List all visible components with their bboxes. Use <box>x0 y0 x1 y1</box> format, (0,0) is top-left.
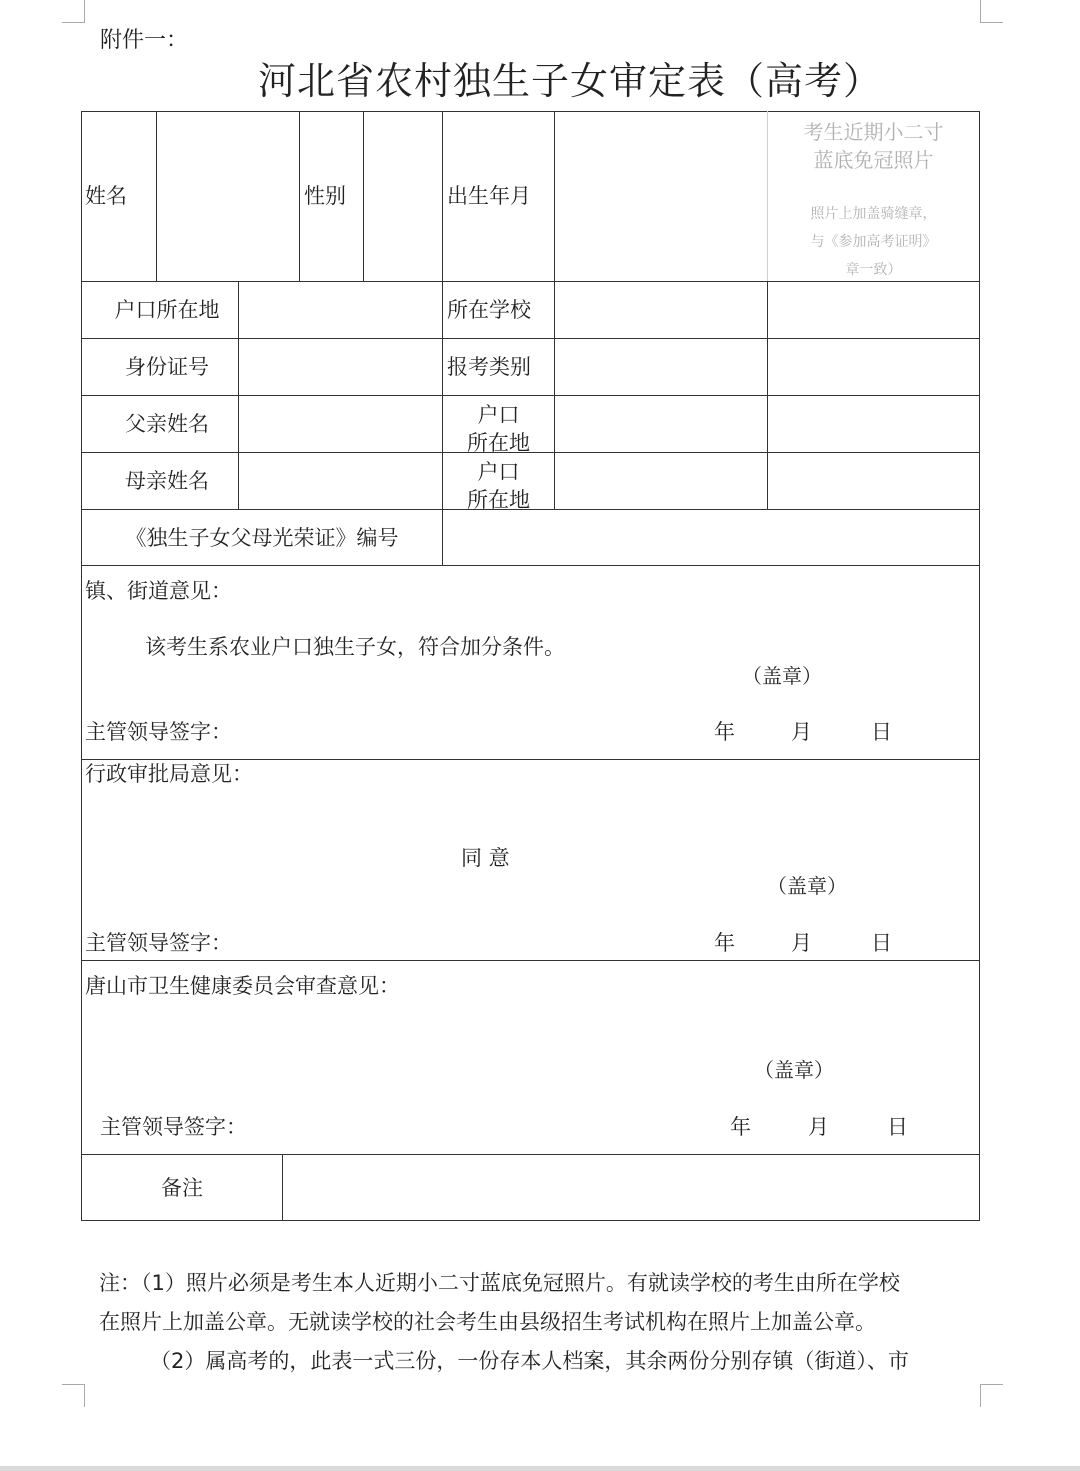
mother-hukou-label <box>443 453 554 512</box>
town-seal-label: （盖章） <box>742 664 822 688</box>
note-line-3: （2）属高考的，此表一式三份，一份存本人档案，其余两份分别存镇（街道）、市 <box>150 1349 909 1373</box>
crop-mark-top-left <box>62 0 85 23</box>
photo-instruction-line2: 蓝底免冠照片 <box>813 148 934 172</box>
admin-opinion-heading: 行政审批局意见： <box>85 762 253 786</box>
admin-opinion-text: 同 意 <box>461 846 510 870</box>
town-signature-field[interactable] <box>240 716 660 750</box>
name-label: 姓名 <box>85 184 127 208</box>
honor-certificate-label: 《独生子女父母光荣证》编号 <box>125 525 399 550</box>
father-extra-field[interactable] <box>768 396 979 452</box>
health-date-year: 年 <box>730 1115 751 1139</box>
gender-field[interactable] <box>364 112 442 281</box>
town-date-year: 年 <box>714 720 735 744</box>
health-date-month: 月 <box>808 1115 829 1139</box>
father-name-field[interactable] <box>239 396 442 452</box>
admin-signature-field[interactable] <box>240 926 660 960</box>
table-border-left <box>81 111 82 1221</box>
father-name-label: 父亲姓名 <box>125 412 209 436</box>
photo-instruction-line1: 考生近期小二寸 <box>803 120 944 144</box>
school-label: 所在学校 <box>447 298 531 322</box>
name-field[interactable] <box>157 112 299 281</box>
exam-type-label: 报考类别 <box>447 355 531 379</box>
health-opinion-field[interactable] <box>85 1005 965 1055</box>
town-opinion-text: 该考生系农业户口独生子女，符合加分条件。 <box>145 635 565 659</box>
admin-seal-label: （盖章） <box>767 874 847 898</box>
exam-type-extra-field[interactable] <box>768 339 979 395</box>
mother-hukou-label-line2: 所在地 <box>467 488 530 512</box>
birth-date-label: 出生年月 <box>447 184 531 208</box>
town-date-month: 月 <box>791 720 812 744</box>
exam-type-field[interactable] <box>555 339 767 395</box>
photo-placeholder <box>768 112 979 281</box>
note-line-2: 在照片上加盖公章。无就读学校的社会考生由县级招生考试机构在照片上加盖公章。 <box>99 1310 876 1334</box>
admin-date-year: 年 <box>714 931 735 955</box>
id-number-field[interactable] <box>239 339 442 395</box>
photo-seal-note-line3: 章一致） <box>845 262 902 278</box>
honor-certificate-field[interactable] <box>443 510 979 565</box>
health-date-day: 日 <box>887 1115 908 1139</box>
document-title: 河北省农村独生子女审定表（高考） <box>258 59 883 103</box>
row-line <box>81 565 980 566</box>
row-line <box>81 759 980 760</box>
crop-mark-bottom-left <box>62 1384 85 1407</box>
mother-extra-field[interactable] <box>768 453 979 509</box>
col-line <box>442 111 443 281</box>
remarks-field[interactable] <box>283 1155 979 1220</box>
hukou-field[interactable] <box>239 282 442 338</box>
father-hukou-field[interactable] <box>555 396 767 452</box>
crop-mark-top-right <box>980 0 1003 23</box>
attachment-label: 附件一： <box>100 28 189 53</box>
note-line-1: 注：（1）照片必须是考生本人近期小二寸蓝底免冠照片。有就读学校的考生由所在学校 <box>99 1271 900 1295</box>
admin-signature-label: 主管领导签字： <box>85 931 232 955</box>
remarks-label: 备注 <box>161 1175 203 1200</box>
town-signature-label: 主管领导签字： <box>85 720 232 744</box>
table-border-bottom <box>81 1220 980 1221</box>
father-hukou-label-line2: 所在地 <box>467 431 530 455</box>
health-signature-label: 主管领导签字： <box>100 1115 247 1139</box>
school-field[interactable] <box>555 282 767 338</box>
town-opinion-heading: 镇、街道意见： <box>85 579 232 603</box>
col-line <box>299 111 300 281</box>
id-number-label: 身份证号 <box>125 355 209 379</box>
crop-mark-bottom-right <box>980 1384 1003 1407</box>
gender-label: 性别 <box>304 184 346 208</box>
mother-hukou-field[interactable] <box>555 453 767 509</box>
page-bottom-edge <box>0 1466 1080 1471</box>
health-opinion-heading: 唐山市卫生健康委员会审查意见： <box>85 974 400 998</box>
mother-name-label: 母亲姓名 <box>125 469 209 493</box>
father-hukou-label <box>443 396 554 455</box>
mother-hukou-label-line1: 户口 <box>477 460 520 484</box>
health-signature-field[interactable] <box>255 1110 675 1144</box>
photo-seal-note-line2: 与《参加高考证明》 <box>810 234 937 250</box>
health-seal-label: （盖章） <box>754 1058 834 1082</box>
father-hukou-label-line1: 户口 <box>477 403 520 427</box>
birth-date-field[interactable] <box>555 112 767 281</box>
admin-date-day: 日 <box>871 931 892 955</box>
hukou-label: 户口所在地 <box>114 298 220 322</box>
school-extra-field[interactable] <box>768 282 979 338</box>
photo-seal-note-line1: 照片上加盖骑缝章， <box>810 206 937 222</box>
row-line <box>81 960 980 961</box>
mother-name-field[interactable] <box>239 453 442 509</box>
admin-date-month: 月 <box>791 931 812 955</box>
table-border-right <box>979 111 980 1221</box>
town-date-day: 日 <box>871 720 892 744</box>
